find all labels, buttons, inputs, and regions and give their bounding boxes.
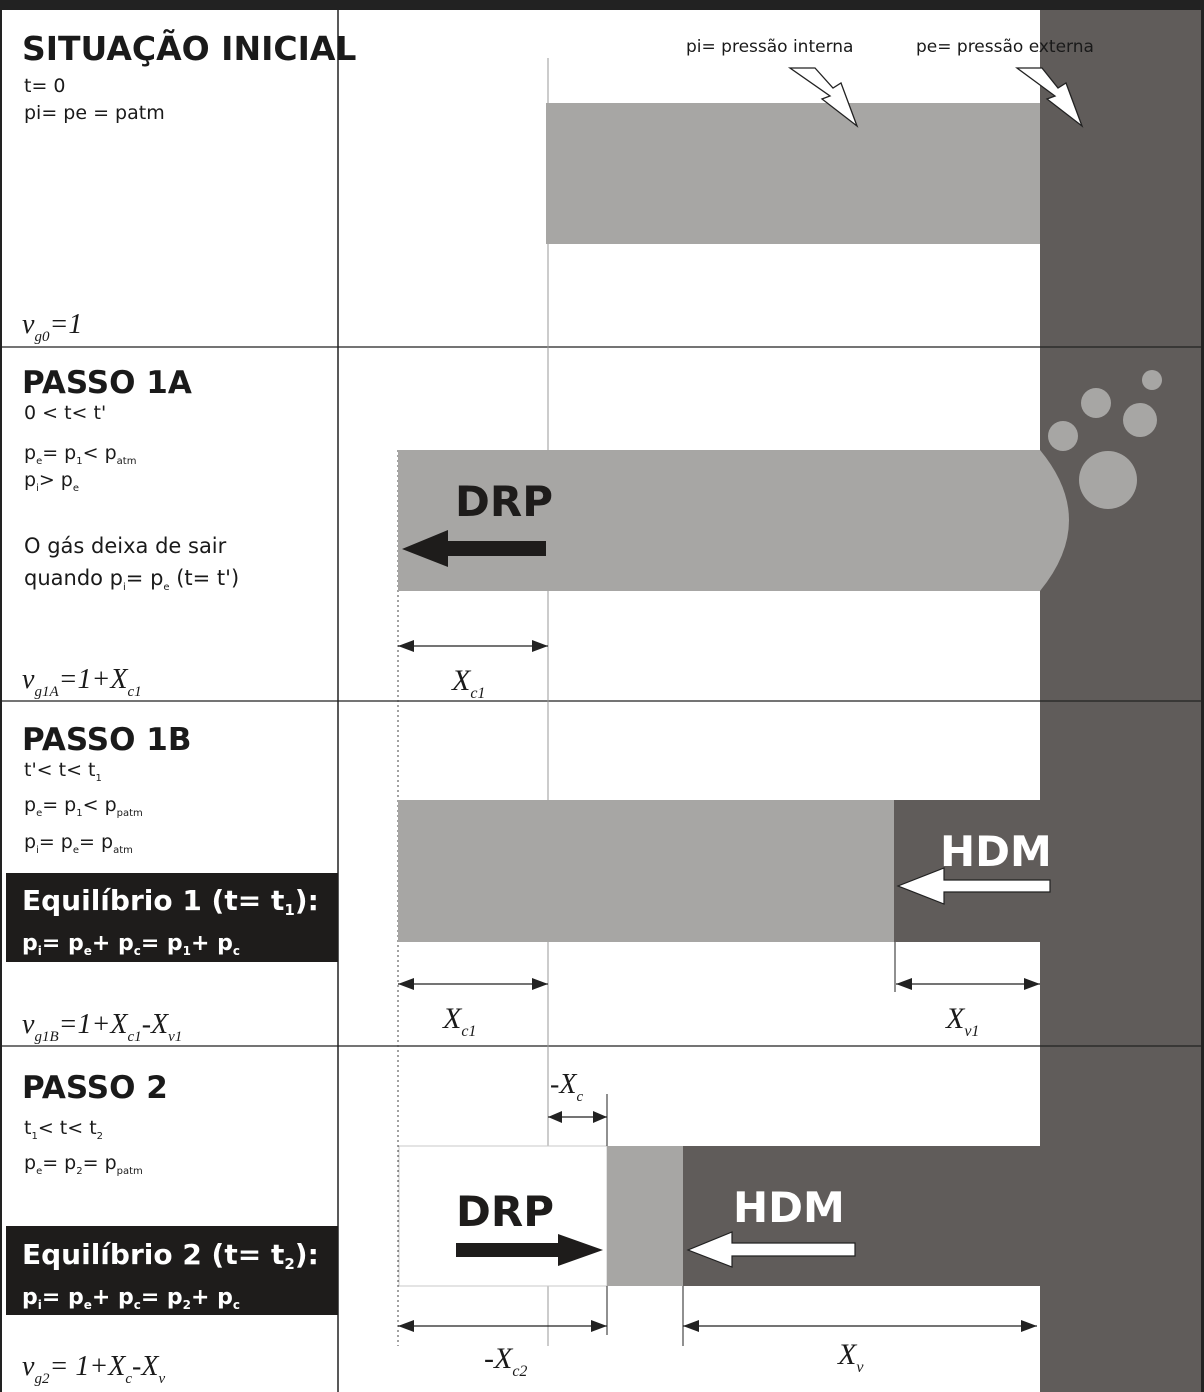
gas-bubble: [1123, 403, 1157, 437]
hdm-label-2: HDM: [733, 1183, 845, 1232]
svg-text:vg1B=1+Xc1-Xv1: $v_{g1B}=1+X_{c1}-X_{v1}$: [22, 1009, 183, 1045]
svg-text:-Xc2: $-X_{c2}$: [484, 1342, 528, 1380]
section-title-1b: PASSO 1B: [22, 722, 192, 758]
svg-text:vg0=1: $v_{g0}=1$: [22, 309, 83, 345]
equilibrium-2-title: Equilíbrio 2 (t= t2):: [22, 1238, 319, 1273]
label-external-pressure: pe= pressão externa: [916, 37, 1094, 57]
condition-line: $t_1< t< t_2$: [24, 1117, 104, 1142]
condition-line: $p_i> p_e$: [24, 469, 80, 494]
section-title-1a: PASSO 1A: [22, 365, 192, 401]
svg-text:vg1A=1+Xc1: $v_{g1A}=1+X_{c1}$: [22, 664, 142, 700]
gas-bubble: [1142, 370, 1162, 390]
label-internal-pressure: pi= pressão interna: [686, 37, 854, 57]
svg-text:vg2= 1+Xc-Xv: $v_{g2}= 1+X_c-X_v$: [22, 1351, 166, 1387]
initial-line-t: t= 0: [24, 75, 66, 97]
gas-bubble: [1048, 421, 1078, 451]
left-border: [0, 0, 2, 1392]
condition-line: $p_e= p_1< p_{atm}$: [24, 442, 137, 467]
svg-text:-Xc: $-X_c$: [550, 1069, 584, 1105]
condition-line: $p_i= p_e= p_{atm}$: [24, 831, 133, 856]
sample-2: [607, 1146, 683, 1286]
svg-text:Xv1: $X_{v1}$: [946, 1002, 980, 1040]
hdm-label-1b: HDM: [940, 827, 1052, 876]
svg-text:Xc1: $X_{c1}$: [443, 1002, 477, 1040]
section-title-initial: SITUAÇÃO INICIAL: [22, 29, 357, 68]
svg-text:Xc1: $X_{c1}$: [452, 664, 486, 702]
sample-1b: [398, 800, 894, 942]
volume-formula-initial: [22, 309, 82, 345]
gas-bubble: [1081, 388, 1111, 418]
condition-line: O gás deixa de sair: [24, 534, 227, 558]
condition-line: $t'< t< t_1$: [24, 759, 102, 784]
condition-line: quando $p_i= p_e$ (t= t'): [24, 566, 240, 593]
drp-label-1a: DRP: [455, 477, 553, 526]
condition-line: 0 < t< t': [24, 402, 107, 424]
initial-sample-bar: [546, 103, 1040, 244]
drp-label-2: DRP: [456, 1187, 554, 1236]
gas-bubble: [1079, 451, 1137, 509]
equilibrium-1-title: Equilíbrio 1 (t= t1):: [22, 884, 319, 919]
condition-line: $p_e= p_2= p_{patm}$: [24, 1152, 143, 1177]
top-border: [0, 0, 1204, 10]
initial-line-p: pi= pe = patm: [24, 102, 165, 124]
equilibrium-1-equation: $p_i= p_e+ p_c= p_1+ p_c$: [22, 931, 240, 958]
condition-line: $p_e= p_1< p_{patm}$: [24, 794, 143, 819]
section-title-2: PASSO 2: [22, 1070, 168, 1106]
svg-text:Xv: $X_v$: [838, 1338, 864, 1376]
equilibrium-2-equation: $p_i= p_e+ p_c= p_2+ p_c$: [22, 1285, 240, 1312]
